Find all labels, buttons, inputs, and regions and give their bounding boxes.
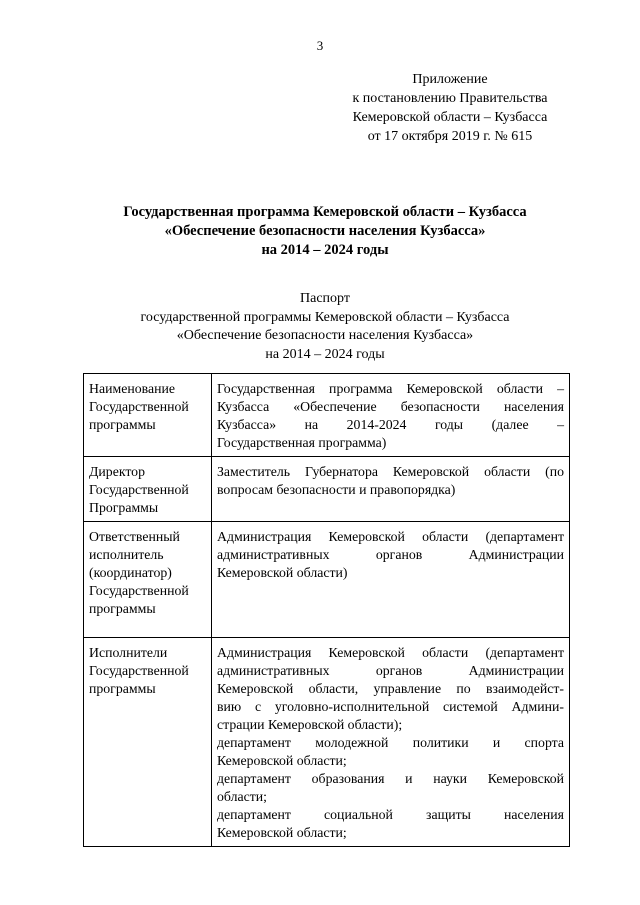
- label-line: (координатор): [89, 565, 172, 580]
- passport-line: «Обеспечение безопасности населения Кузбасса»: [176, 328, 474, 343]
- document-title: [60, 203, 590, 260]
- value-line: вопросам безопасности и правопорядка): [217, 482, 456, 497]
- row-label-cell: [84, 374, 212, 457]
- passport-table: [83, 373, 570, 847]
- value-line: департамент образования и науки Кемеровской: [217, 771, 564, 786]
- row-label-cell: [84, 522, 212, 638]
- label-line: Государственной: [89, 583, 189, 598]
- appendix-block: [330, 70, 570, 146]
- value-line: департамент социальной защиты населения: [217, 807, 564, 822]
- label-line: Ответственный: [89, 529, 180, 544]
- value-line: Кемеровской области): [217, 565, 348, 580]
- value-line: Кемеровской области;: [217, 753, 347, 768]
- value-line: административных органов Администрации: [217, 547, 564, 562]
- label-line: программы: [89, 601, 156, 616]
- label-line: программы: [89, 417, 156, 432]
- passport-heading: [60, 290, 590, 364]
- title-line: на 2014 – 2024 годы: [261, 242, 389, 258]
- row-value-cell: [212, 374, 570, 457]
- value-line: Администрация Кемеровской области (департамент: [217, 645, 564, 660]
- passport-line: Паспорт: [300, 291, 350, 306]
- value-line: Кузбасса» на 2014-2024 годы (далее –: [217, 417, 564, 432]
- appendix-line: Кемеровской области – Кузбасса: [352, 110, 548, 125]
- appendix-line: к постановлению Правительства: [352, 91, 548, 106]
- value-line: страции Кемеровской области);: [217, 717, 403, 732]
- appendix-line: Приложение: [412, 72, 488, 87]
- table-row: [84, 374, 570, 457]
- label-line: программы: [89, 681, 156, 696]
- label-line: Государственной: [89, 482, 189, 497]
- table-row: [84, 522, 570, 638]
- table-row: [84, 457, 570, 522]
- title-line: Государственная программа Кемеровской области – Кузбасса: [123, 204, 527, 220]
- value-line: Администрация Кемеровской области (департамент: [217, 529, 564, 544]
- value-line: Кузбасса «Обеспечение безопасности населения: [217, 399, 564, 414]
- value-line: административных органов Администрации: [217, 663, 564, 678]
- appendix-line: от 17 октября 2019 г. № 615: [367, 129, 533, 144]
- title-line: «Обеспечение безопасности населения Кузбасса»: [164, 223, 486, 239]
- value-line: вию с уголовно-исполнительной системой Админи-: [217, 699, 564, 714]
- label-line: исполнитель: [89, 547, 164, 562]
- row-value-cell: [212, 638, 570, 847]
- value-line: Государственная программа): [217, 435, 387, 450]
- value-line: Кемеровской области;: [217, 825, 347, 840]
- value-line: области;: [217, 789, 267, 804]
- row-value-cell: [212, 522, 570, 638]
- value-line: Кемеровской области, управление по взаимодейст-: [217, 681, 564, 696]
- page-number: 3: [316, 38, 324, 53]
- label-line: Исполнители: [89, 645, 168, 660]
- label-line: Государственной: [89, 399, 189, 414]
- value-line: Государственная программа Кемеровской области –: [217, 381, 564, 396]
- value-line: Заместитель Губернатора Кемеровской области (по: [217, 464, 564, 479]
- passport-line: государственной программы Кемеровской области – Кузбасса: [140, 309, 510, 325]
- row-label-cell: [84, 457, 212, 522]
- row-label-cell: [84, 638, 212, 847]
- label-line: Государственной: [89, 663, 189, 678]
- passport-line: на 2014 – 2024 годы: [265, 346, 385, 362]
- value-line: департамент молодежной политики и спорта: [217, 735, 564, 750]
- table-row: [84, 638, 570, 847]
- label-line: Директор: [89, 464, 145, 479]
- row-value-cell: [212, 457, 570, 522]
- label-line: Наименование: [89, 381, 175, 396]
- label-line: Программы: [89, 500, 159, 515]
